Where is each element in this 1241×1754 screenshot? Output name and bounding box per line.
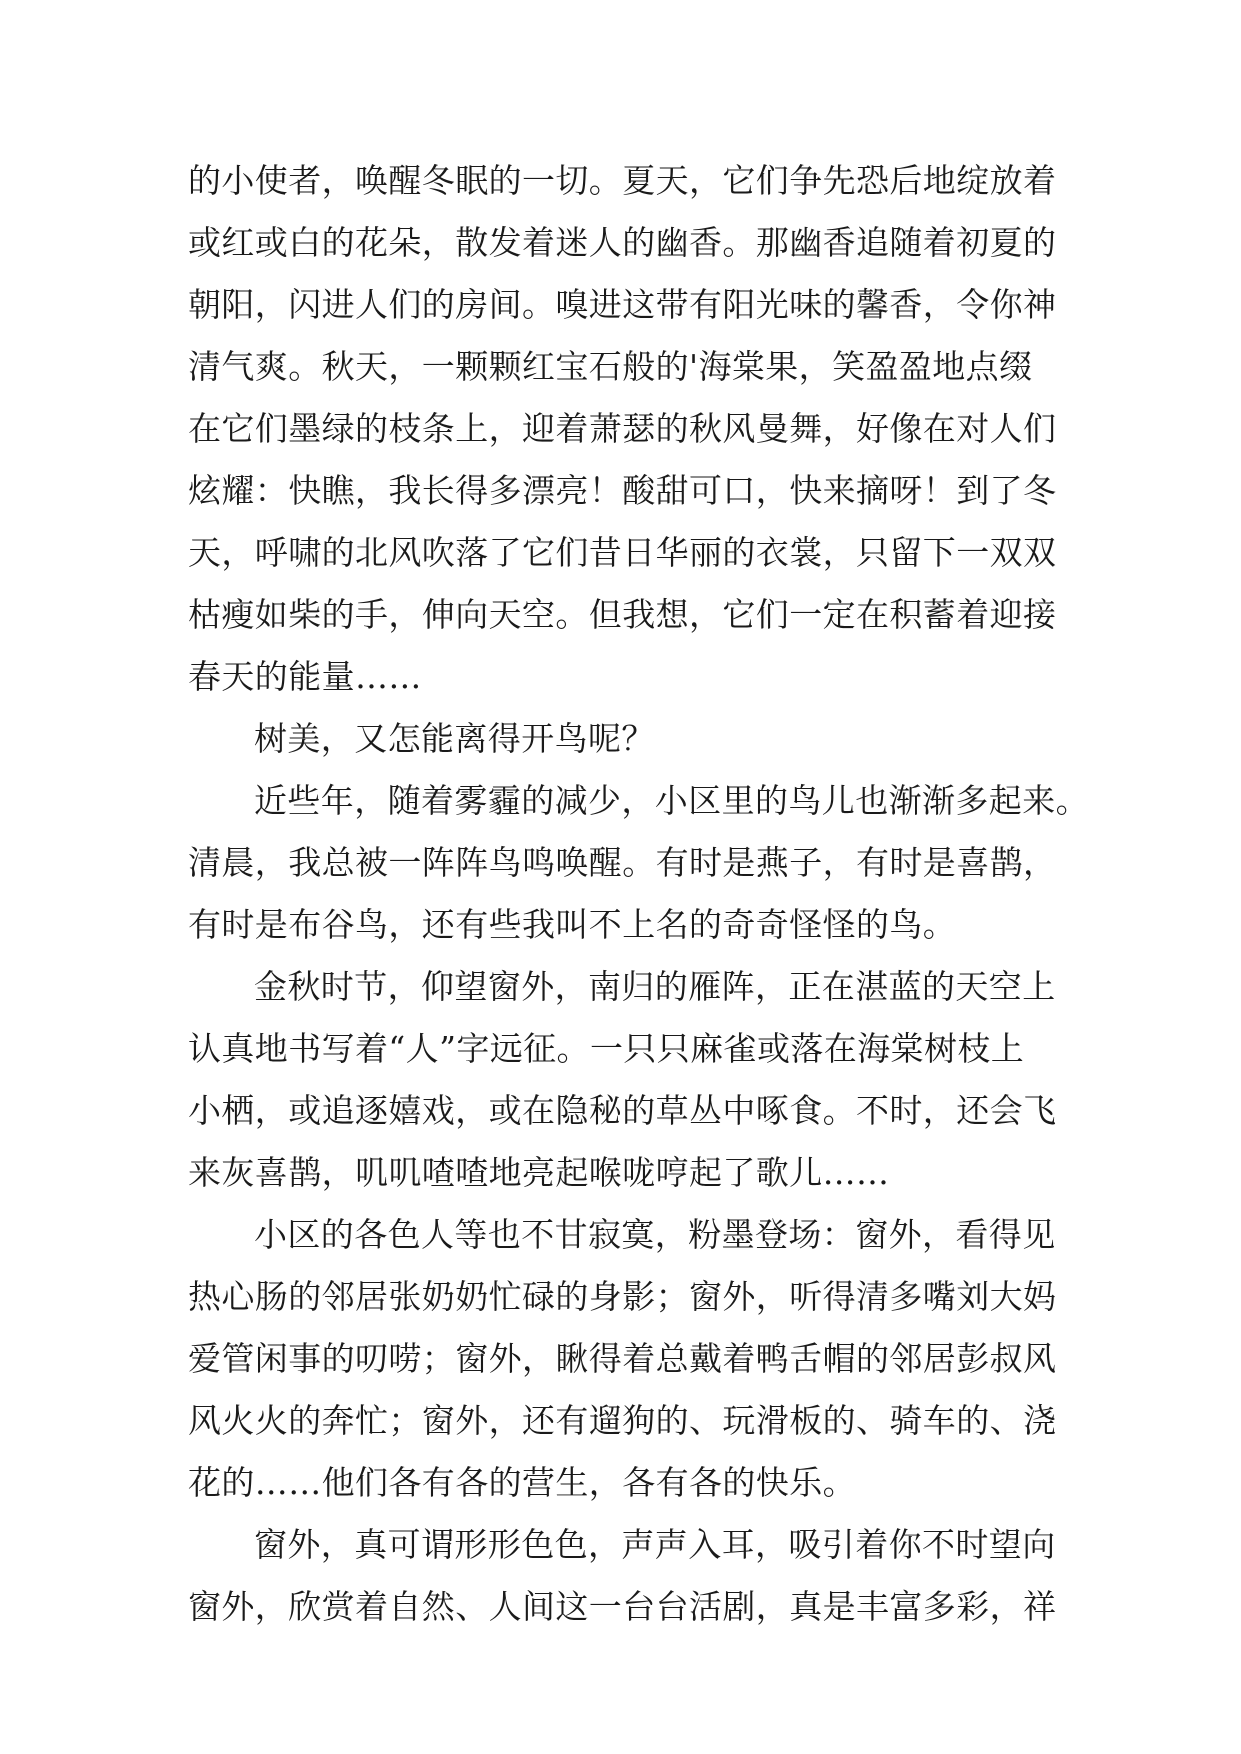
text-line: 在它们墨绿的枝条上，迎着萧瑟的秋风曼舞，好像在对人们 <box>188 409 1057 448</box>
text-line: 春天的能量…… <box>188 657 422 696</box>
text-line: 炫耀：快瞧，我长得多漂亮！酸甜可口，快来摘呀！到了冬 <box>188 471 1057 510</box>
essay-body <box>188 150 1089 1638</box>
paragraph-start-line: 近些年，随着雾霾的减少，小区里的鸟儿也渐渐多起来。 <box>254 781 1089 820</box>
paragraph-start-line: 金秋时节，仰望窗外，南归的雁阵，正在湛蓝的天空上 <box>254 967 1056 1006</box>
text-line: 窗外，欣赏着自然、人间这一台台活剧，真是丰富多彩，祥 <box>188 1587 1057 1626</box>
paragraph-start-line: 树美，又怎能离得开鸟呢？ <box>254 719 655 758</box>
paragraph-start-line: 窗外，真可谓形形色色，声声入耳，吸引着你不时望向 <box>254 1525 1056 1564</box>
text-line: 清晨，我总被一阵阵鸟鸣唤醒。有时是燕子，有时是喜鹊， <box>188 843 1057 882</box>
text-line: 朝阳，闪进人们的房间。嗅进这带有阳光味的馨香，令你神 <box>188 285 1057 324</box>
text-line: 或红或白的花朵，散发着迷人的幽香。那幽香追随着初夏的 <box>188 223 1057 262</box>
text-line: 的小使者，唤醒冬眠的一切。夏天，它们争先恐后地绽放着 <box>188 161 1057 200</box>
text-line: 小栖，或追逐嬉戏，或在隐秘的草丛中啄食。不时，还会飞 <box>188 1091 1057 1130</box>
text-line: 热心肠的邻居张奶奶忙碌的身影；窗外，听得清多嘴刘大妈 <box>188 1277 1057 1316</box>
text-line: 来灰喜鹊，叽叽喳喳地亮起喉咙哼起了歌儿…… <box>188 1153 890 1192</box>
text-line: 爱管闲事的叨唠；窗外，瞅得着总戴着鸭舌帽的邻居彭叔风 <box>188 1339 1057 1378</box>
text-line: 有时是布谷鸟，还有些我叫不上名的奇奇怪怪的鸟。 <box>188 905 957 944</box>
paragraph-start-line: 小区的各色人等也不甘寂寞，粉墨登场：窗外，看得见 <box>254 1215 1056 1254</box>
text-line: 风火火的奔忙；窗外，还有遛狗的、玩滑板的、骑车的、浇 <box>188 1401 1057 1440</box>
text-line: 认真地书写着“人”字远征。一只只麻雀或落在海棠树枝上 <box>188 1029 1025 1068</box>
text-line: 花的……他们各有各的营生，各有各的快乐。 <box>188 1463 856 1502</box>
text-line: 天，呼啸的北风吹落了它们昔日华丽的衣裳，只留下一双双 <box>188 533 1057 572</box>
text-line: 清气爽。秋天，一颗颗红宝石般的'海棠果，笑盈盈地点缀 <box>188 347 1033 386</box>
text-line: 枯瘦如柴的手，伸向天空。但我想，它们一定在积蓄着迎接 <box>188 595 1057 634</box>
